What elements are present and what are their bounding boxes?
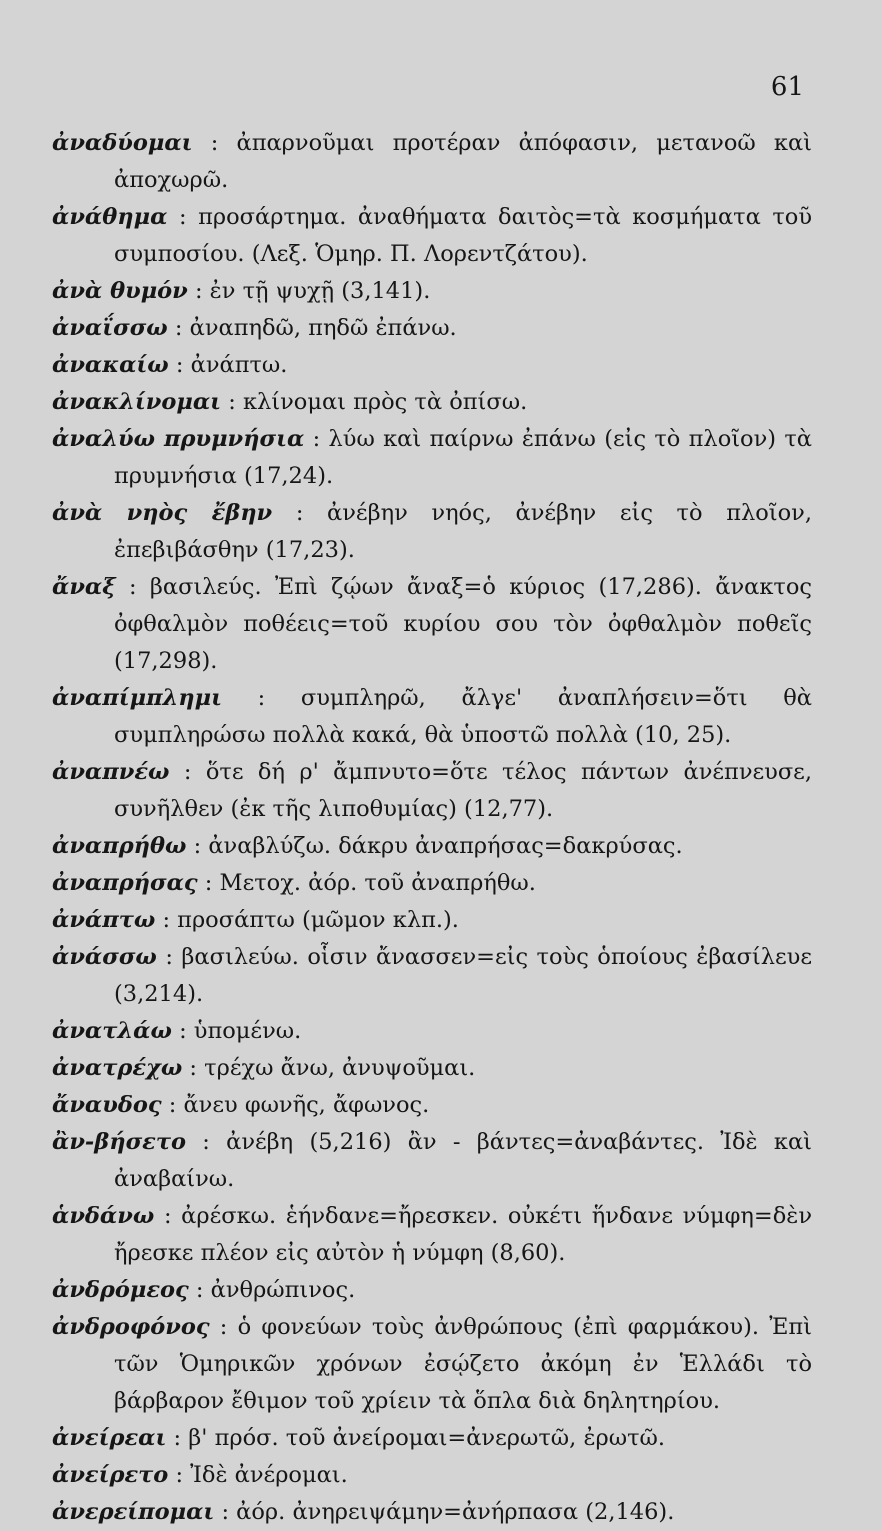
dictionary-entries bbox=[52, 125, 812, 1531]
dictionary-entry bbox=[52, 384, 812, 421]
dictionary-entry bbox=[52, 865, 812, 902]
entry-definition: : Μετοχ. ἀόρ. τοῦ ἀναπρήθω. bbox=[204, 870, 536, 896]
dictionary-entry bbox=[52, 569, 812, 680]
dictionary-entry bbox=[52, 828, 812, 865]
entry-definition: : ἀρέσκω. ἑήνδανε=ἤρεσκεν. οὐκέτι ἥνδανε νύμφη=δὲν ἤρεσκε πλέον εἰς αὐτὸν ἡ νύμφη (8,60). bbox=[114, 1203, 812, 1266]
entry-headword: ἀνακαίω bbox=[52, 352, 169, 378]
entry-headword: ἁνδάνω bbox=[52, 1203, 155, 1229]
dictionary-entry bbox=[52, 939, 812, 1013]
entry-definition: : κλίνομαι πρὸς τὰ ὀπίσω. bbox=[228, 389, 528, 415]
entry-definition: : προσάπτω (μῶμον κλπ.). bbox=[162, 907, 459, 933]
dictionary-entry bbox=[52, 1457, 812, 1494]
entry-headword: ἀνατλάω bbox=[52, 1018, 172, 1044]
entry-headword: ἀναπρήθω bbox=[52, 833, 187, 859]
entry-headword: ἀνδρόμεος bbox=[52, 1277, 189, 1303]
entry-headword: ἀνείρετο bbox=[52, 1462, 169, 1488]
entry-definition: : ἀναπηδῶ, πηδῶ ἐπάνω. bbox=[174, 315, 457, 341]
entry-headword: ἀναδύομαι bbox=[52, 130, 193, 156]
entry-definition: : ἀπαρνοῦμαι προτέραν ἀπόφασιν, μετανοῶ καὶ ἀποχωρῶ. bbox=[114, 130, 812, 193]
dictionary-entry bbox=[52, 1272, 812, 1309]
entry-headword: ἀναλύω πρυμνήσια bbox=[52, 426, 305, 452]
entry-headword: ἂν-βήσετο bbox=[52, 1129, 186, 1155]
dictionary-entry bbox=[52, 680, 812, 754]
entry-definition: : β' πρόσ. τοῦ ἀνείρομαι=ἀνερωτῶ, ἐρωτῶ. bbox=[173, 1425, 666, 1451]
entry-headword: ἀνδροφόνος bbox=[52, 1314, 210, 1340]
entry-definition: : ἀνέβη (5,216) ἂν - βάντες=ἀναβάντες. Ἰδὲ καὶ ἀναβαίνω. bbox=[114, 1129, 812, 1192]
entry-headword: ἀνὰ θυμόν bbox=[52, 278, 188, 304]
entry-definition: : ἀόρ. ἀνηρειψάμην=ἀνήρπασα (2,146). bbox=[221, 1499, 675, 1525]
entry-definition: : ἀνάπτω. bbox=[175, 352, 288, 378]
entry-headword: ἀναπνέω bbox=[52, 759, 170, 785]
entry-definition: : βασιλεύω. οἷσιν ἄνασσεν=εἰς τοὺς ὁποίους ἐβασίλευε (3,214). bbox=[114, 944, 812, 1007]
entry-definition: : ἐν τῇ ψυχῇ (3,141). bbox=[194, 278, 431, 304]
entry-definition: : λύω καὶ παίρνω ἐπάνω (εἰς τὸ πλοῖον) τὰ πρυμνήσια (17,24). bbox=[114, 426, 812, 489]
dictionary-entry bbox=[52, 1013, 812, 1050]
page-number: 61 bbox=[770, 72, 804, 102]
dictionary-entry bbox=[52, 1309, 812, 1420]
entry-headword: ἀναπρήσας bbox=[52, 870, 198, 896]
dictionary-entry bbox=[52, 495, 812, 569]
entry-definition: : ἄνευ φωνῆς, ἄφωνος. bbox=[168, 1092, 430, 1118]
entry-headword: ἀναπίμπλημι bbox=[52, 685, 223, 711]
entry-headword: ἀνάθημα bbox=[52, 204, 168, 230]
entry-headword: ἀνείρεαι bbox=[52, 1425, 167, 1451]
dictionary-entry bbox=[52, 1124, 812, 1198]
entry-headword: ἀνακλίνομαι bbox=[52, 389, 222, 415]
dictionary-entry bbox=[52, 1198, 812, 1272]
dictionary-entry bbox=[52, 754, 812, 828]
entry-headword: ἀνατρέχω bbox=[52, 1055, 183, 1081]
entry-definition: : βασιλεύς. Ἐπὶ ζῴων ἄναξ=ὁ κύριος (17,286). ἄνακτος ὀφθαλμὸν ποθέεις=τοῦ κυρίου σου τὸν ὀφθαλμὸν ποθεῖς (17,298). bbox=[114, 574, 813, 674]
entry-definition: : ἀνέβην νηός, ἀνέβην εἰς τὸ πλοῖον, ἐπεβιβάσθην (17,23). bbox=[114, 500, 812, 563]
dictionary-entry bbox=[52, 310, 812, 347]
entry-headword: ἄναξ bbox=[52, 574, 116, 600]
entry-definition: : ἀνθρώπινος. bbox=[195, 1277, 356, 1303]
dictionary-entry bbox=[52, 199, 812, 273]
dictionary-entry bbox=[52, 1420, 812, 1457]
dictionary-entry bbox=[52, 273, 812, 310]
dictionary-entry bbox=[52, 125, 812, 199]
entry-definition: : ὑπομένω. bbox=[179, 1018, 302, 1044]
entry-definition: : ἀναβλύζω. δάκρυ ἀναπρήσας=δακρύσας. bbox=[193, 833, 683, 859]
entry-headword: ἄναυδος bbox=[52, 1092, 162, 1118]
entry-definition: : τρέχω ἄνω, ἀνυψοῦμαι. bbox=[189, 1055, 476, 1081]
dictionary-entry bbox=[52, 1087, 812, 1124]
dictionary-entry bbox=[52, 347, 812, 384]
entry-headword: ἀνάσσω bbox=[52, 944, 157, 970]
entry-headword: ἀνερείπομαι bbox=[52, 1499, 215, 1525]
dictionary-entry bbox=[52, 1050, 812, 1087]
entry-definition: : Ἰδὲ ἀνέρομαι. bbox=[175, 1462, 348, 1488]
entry-headword: ἀνάπτω bbox=[52, 907, 156, 933]
dictionary-entry bbox=[52, 421, 812, 495]
entry-definition: : συμπληρῶ, ἄλγε' ἀναπλήσειν=ὅτι θὰ συμπληρώσω πολλὰ κακά, θὰ ὑποστῶ πολλὰ (10, 25). bbox=[114, 685, 812, 748]
dictionary-entry bbox=[52, 902, 812, 939]
entry-definition: : ὅτε δή ρ' ἄμπνυτο=ὅτε τέλος πάντων ἀνέπνευσε, συνῆλθεν (ἐκ τῆς λιποθυμίας) (12,77). bbox=[114, 759, 812, 822]
entry-headword: ἀναΐσσω bbox=[52, 315, 168, 341]
entry-headword: ἀνὰ νηὸς ἔβην bbox=[52, 500, 273, 526]
entry-definition: : προσάρτημα. ἀναθήματα δαιτὸς=τὰ κοσμήματα τοῦ συμποσίου. (Λεξ. Ὁμηρ. Π. Λορεντζάτου). bbox=[114, 204, 813, 267]
entry-definition: : ὁ φονεύων τοὺς ἀνθρώπους (ἐπὶ φαρμάκου). Ἐπὶ τῶν Ὁμηρικῶν χρόνων ἐσῴζετο ἀκόμη ἐν Ἑλλάδι τὸ βάρβαρον ἔθιμον τοῦ χρίειν τὰ ὅπλα διὰ δηλητηρίου. bbox=[114, 1314, 812, 1414]
